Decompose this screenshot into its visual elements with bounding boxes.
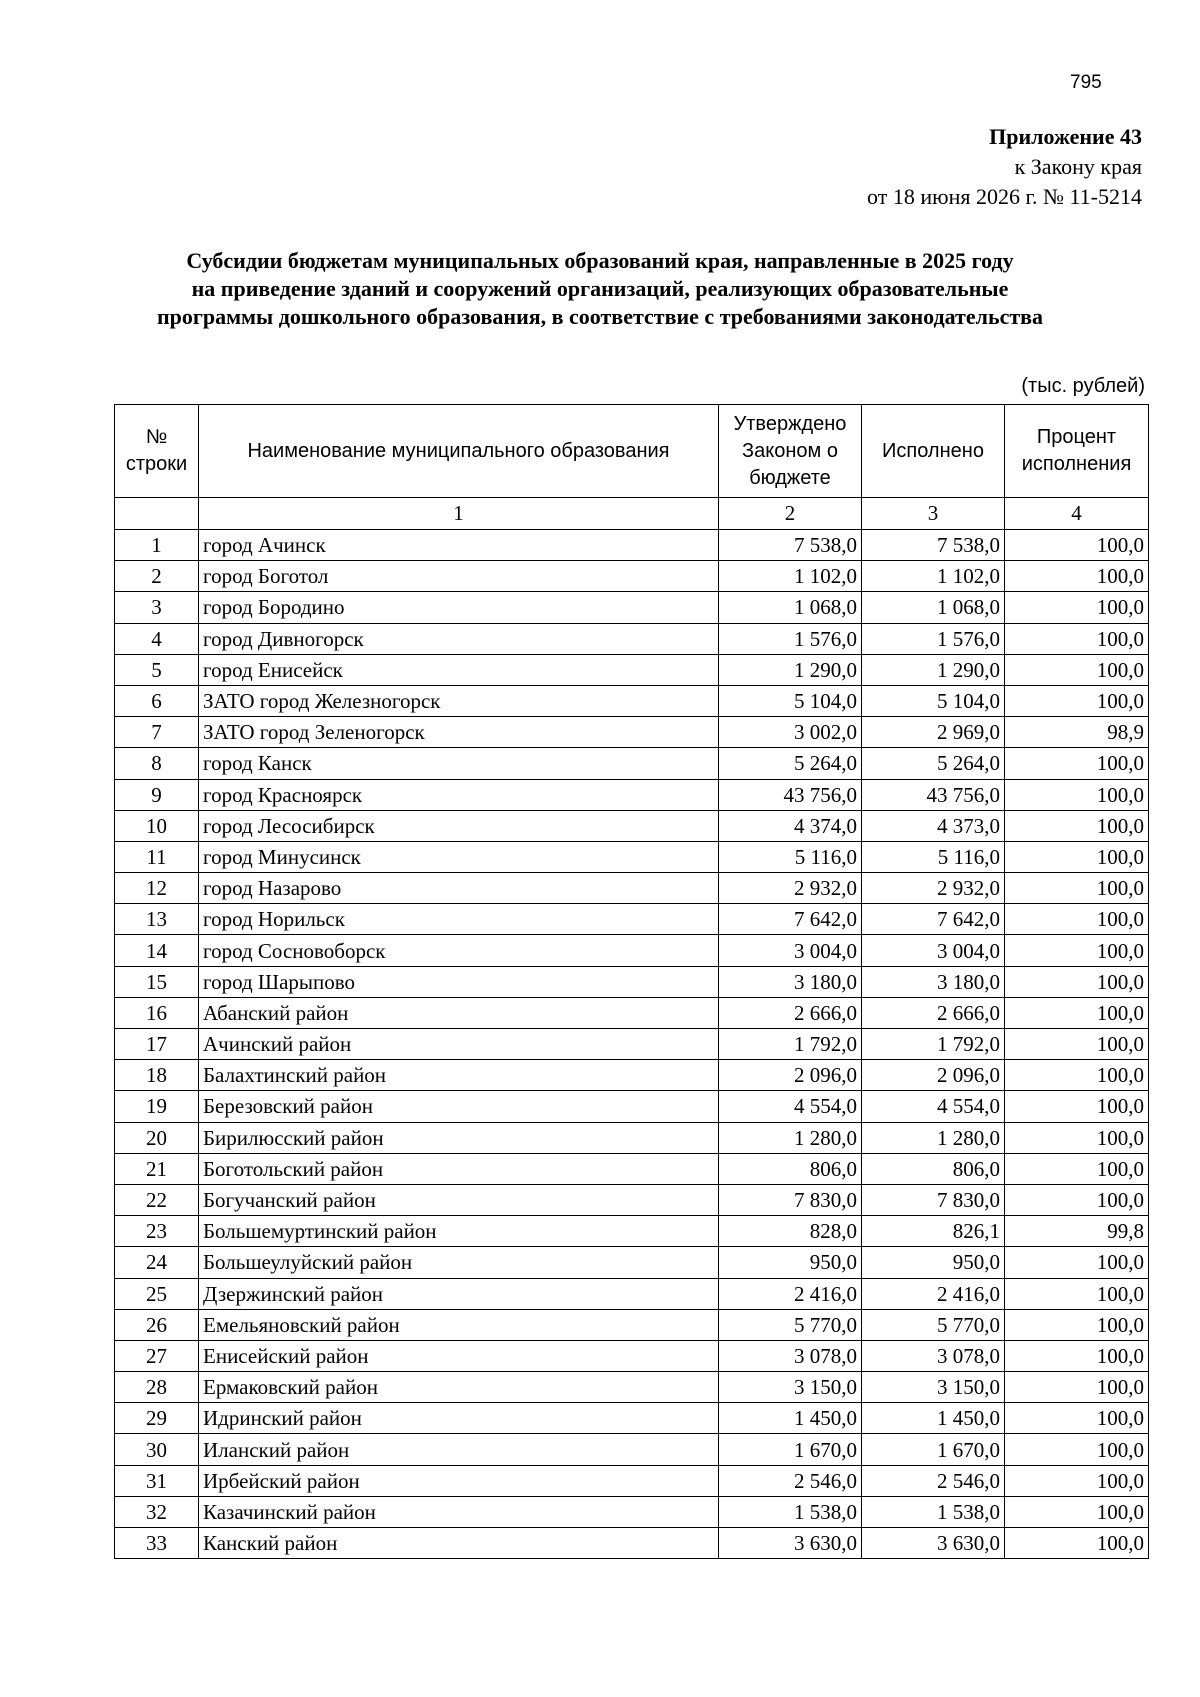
percent-cell: 100,0 bbox=[1005, 592, 1149, 623]
table-row bbox=[115, 966, 1149, 997]
table-row bbox=[115, 748, 1149, 779]
percent-cell: 100,0 bbox=[1005, 1309, 1149, 1340]
approved-amount-cell: 1 670,0 bbox=[719, 1434, 862, 1465]
executed-amount-cell: 3 078,0 bbox=[862, 1340, 1005, 1371]
approved-amount-cell: 3 150,0 bbox=[719, 1372, 862, 1403]
table-row bbox=[115, 997, 1149, 1028]
table-row bbox=[115, 654, 1149, 685]
executed-amount-cell: 5 104,0 bbox=[862, 685, 1005, 716]
executed-amount-cell: 1 670,0 bbox=[862, 1434, 1005, 1465]
table-row bbox=[115, 592, 1149, 623]
executed-amount-cell: 4 373,0 bbox=[862, 810, 1005, 841]
executed-amount-cell: 5 770,0 bbox=[862, 1309, 1005, 1340]
table-row bbox=[115, 904, 1149, 935]
table-row bbox=[115, 717, 1149, 748]
executed-amount-cell: 950,0 bbox=[862, 1247, 1005, 1278]
executed-amount-cell: 1 538,0 bbox=[862, 1496, 1005, 1527]
table-body bbox=[115, 530, 1149, 1559]
municipality-name-cell: город Бородино bbox=[199, 592, 719, 623]
row-number-cell: 24 bbox=[115, 1247, 199, 1278]
row-number-cell: 23 bbox=[115, 1216, 199, 1247]
row-number-cell: 21 bbox=[115, 1153, 199, 1184]
percent-cell: 100,0 bbox=[1005, 1278, 1149, 1309]
municipality-name-cell: город Лесосибирск bbox=[199, 810, 719, 841]
approved-amount-cell: 1 280,0 bbox=[719, 1122, 862, 1153]
row-number-cell: 27 bbox=[115, 1340, 199, 1371]
executed-amount-cell: 2 932,0 bbox=[862, 873, 1005, 904]
municipality-name-cell: город Шарыпово bbox=[199, 966, 719, 997]
subsidies-table bbox=[114, 404, 1149, 1559]
table-row bbox=[115, 1528, 1149, 1559]
table-row bbox=[115, 530, 1149, 561]
percent-cell: 100,0 bbox=[1005, 997, 1149, 1028]
approved-amount-cell: 1 068,0 bbox=[719, 592, 862, 623]
page-number: 795 bbox=[1070, 72, 1102, 93]
document-title-line-1: Субсидии бюджетам муниципальных образований края, направленные в 2025 году bbox=[186, 248, 1014, 273]
column-number-2: 2 bbox=[719, 498, 862, 530]
approved-amount-cell: 7 642,0 bbox=[719, 904, 862, 935]
row-number-cell: 33 bbox=[115, 1528, 199, 1559]
approved-amount-cell: 5 770,0 bbox=[719, 1309, 862, 1340]
column-number-3: 3 bbox=[862, 498, 1005, 530]
row-number-cell: 14 bbox=[115, 935, 199, 966]
approved-amount-cell: 7 830,0 bbox=[719, 1184, 862, 1215]
percent-cell: 100,0 bbox=[1005, 1528, 1149, 1559]
appendix-law-date: от 18 июня 2026 г. № 11-5214 bbox=[867, 184, 1142, 209]
row-number-cell: 8 bbox=[115, 748, 199, 779]
table-row bbox=[115, 935, 1149, 966]
municipality-name-cell: город Назарово bbox=[199, 873, 719, 904]
municipality-name-cell: город Канск bbox=[199, 748, 719, 779]
percent-cell: 100,0 bbox=[1005, 1465, 1149, 1496]
table-row bbox=[115, 810, 1149, 841]
approved-amount-cell: 7 538,0 bbox=[719, 530, 862, 561]
column-number-4: 4 bbox=[1005, 498, 1149, 530]
table-row bbox=[115, 561, 1149, 592]
executed-amount-cell: 3 180,0 bbox=[862, 966, 1005, 997]
approved-amount-cell: 5 264,0 bbox=[719, 748, 862, 779]
municipality-name-cell: Боготольский район bbox=[199, 1153, 719, 1184]
table-row bbox=[115, 1309, 1149, 1340]
executed-amount-cell: 806,0 bbox=[862, 1153, 1005, 1184]
municipality-name-cell: ЗАТО город Железногорск bbox=[199, 685, 719, 716]
executed-amount-cell: 826,1 bbox=[862, 1216, 1005, 1247]
executed-amount-cell: 7 830,0 bbox=[862, 1184, 1005, 1215]
approved-amount-cell: 43 756,0 bbox=[719, 779, 862, 810]
table-row bbox=[115, 1184, 1149, 1215]
municipality-name-cell: город Ачинск bbox=[199, 530, 719, 561]
municipality-name-cell: Абанский район bbox=[199, 997, 719, 1028]
table-row bbox=[115, 1372, 1149, 1403]
executed-amount-cell: 1 576,0 bbox=[862, 623, 1005, 654]
approved-amount-cell: 1 450,0 bbox=[719, 1403, 862, 1434]
row-number-cell: 19 bbox=[115, 1091, 199, 1122]
municipality-name-cell: Емельяновский район bbox=[199, 1309, 719, 1340]
executed-amount-cell: 1 102,0 bbox=[862, 561, 1005, 592]
municipality-name-cell: Богучанский район bbox=[199, 1184, 719, 1215]
executed-amount-cell: 7 538,0 bbox=[862, 530, 1005, 561]
percent-cell: 100,0 bbox=[1005, 1247, 1149, 1278]
table-row bbox=[115, 1403, 1149, 1434]
approved-amount-cell: 806,0 bbox=[719, 1153, 862, 1184]
executed-amount-cell: 1 792,0 bbox=[862, 1029, 1005, 1060]
document-title-line-3: программы дошкольного образования, в соответствие с требованиями законодательства bbox=[156, 304, 1044, 329]
executed-amount-cell: 3 630,0 bbox=[862, 1528, 1005, 1559]
row-number-cell: 32 bbox=[115, 1496, 199, 1527]
row-number-cell: 7 bbox=[115, 717, 199, 748]
executed-amount-cell: 4 554,0 bbox=[862, 1091, 1005, 1122]
executed-amount-cell: 2 096,0 bbox=[862, 1060, 1005, 1091]
percent-cell: 100,0 bbox=[1005, 1153, 1149, 1184]
document-title bbox=[100, 247, 1100, 331]
executed-amount-cell: 5 116,0 bbox=[862, 841, 1005, 872]
percent-cell: 100,0 bbox=[1005, 779, 1149, 810]
approved-amount-cell: 3 002,0 bbox=[719, 717, 862, 748]
percent-cell: 100,0 bbox=[1005, 1340, 1149, 1371]
table-row bbox=[115, 1340, 1149, 1371]
municipality-name-cell: Иланский район bbox=[199, 1434, 719, 1465]
units-label: (тыс. рублей) bbox=[1021, 375, 1145, 397]
percent-cell: 100,0 bbox=[1005, 561, 1149, 592]
percent-cell: 100,0 bbox=[1005, 654, 1149, 685]
executed-amount-cell: 2 546,0 bbox=[862, 1465, 1005, 1496]
row-number-cell: 20 bbox=[115, 1122, 199, 1153]
row-number-cell: 25 bbox=[115, 1278, 199, 1309]
percent-cell: 100,0 bbox=[1005, 1184, 1149, 1215]
executed-amount-cell: 1 280,0 bbox=[862, 1122, 1005, 1153]
approved-amount-cell: 2 932,0 bbox=[719, 873, 862, 904]
row-number-cell: 6 bbox=[115, 685, 199, 716]
municipality-name-cell: Бирилюсский район bbox=[199, 1122, 719, 1153]
municipality-name-cell: Березовский район bbox=[199, 1091, 719, 1122]
approved-amount-cell: 1 290,0 bbox=[719, 654, 862, 685]
municipality-name-cell: Ирбейский район bbox=[199, 1465, 719, 1496]
executed-amount-cell: 5 264,0 bbox=[862, 748, 1005, 779]
approved-amount-cell: 1 792,0 bbox=[719, 1029, 862, 1060]
table-row bbox=[115, 873, 1149, 904]
header-approved: Утверждено Законом о бюджете bbox=[719, 405, 862, 498]
approved-amount-cell: 3 078,0 bbox=[719, 1340, 862, 1371]
appendix-law-reference: к Закону края bbox=[1014, 154, 1142, 179]
table-row bbox=[115, 1029, 1149, 1060]
executed-amount-cell: 3 004,0 bbox=[862, 935, 1005, 966]
percent-cell: 100,0 bbox=[1005, 623, 1149, 654]
percent-cell: 100,0 bbox=[1005, 966, 1149, 997]
approved-amount-cell: 4 374,0 bbox=[719, 810, 862, 841]
row-number-cell: 15 bbox=[115, 966, 199, 997]
row-number-cell: 18 bbox=[115, 1060, 199, 1091]
percent-cell: 100,0 bbox=[1005, 904, 1149, 935]
percent-cell: 100,0 bbox=[1005, 841, 1149, 872]
table-row bbox=[115, 1496, 1149, 1527]
municipality-name-cell: город Красноярск bbox=[199, 779, 719, 810]
approved-amount-cell: 5 116,0 bbox=[719, 841, 862, 872]
table-row bbox=[115, 1247, 1149, 1278]
approved-amount-cell: 2 416,0 bbox=[719, 1278, 862, 1309]
table-row bbox=[115, 623, 1149, 654]
table-column-numbers-row bbox=[115, 498, 1149, 530]
document-title-line-2: на приведение зданий и сооружений организаций, реализующих образовательные bbox=[191, 276, 1009, 301]
table-row bbox=[115, 1278, 1149, 1309]
municipality-name-cell: город Боготол bbox=[199, 561, 719, 592]
approved-amount-cell: 3 630,0 bbox=[719, 1528, 862, 1559]
table-row bbox=[115, 1465, 1149, 1496]
municipality-name-cell: Идринский район bbox=[199, 1403, 719, 1434]
approved-amount-cell: 2 666,0 bbox=[719, 997, 862, 1028]
municipality-name-cell: город Енисейск bbox=[199, 654, 719, 685]
executed-amount-cell: 1 290,0 bbox=[862, 654, 1005, 685]
percent-cell: 100,0 bbox=[1005, 1029, 1149, 1060]
municipality-name-cell: город Минусинск bbox=[199, 841, 719, 872]
municipality-name-cell: город Норильск bbox=[199, 904, 719, 935]
executed-amount-cell: 2 416,0 bbox=[862, 1278, 1005, 1309]
percent-cell: 100,0 bbox=[1005, 1372, 1149, 1403]
municipality-name-cell: Ачинский район bbox=[199, 1029, 719, 1060]
municipality-name-cell: Казачинский район bbox=[199, 1496, 719, 1527]
executed-amount-cell: 2 666,0 bbox=[862, 997, 1005, 1028]
percent-cell: 100,0 bbox=[1005, 810, 1149, 841]
municipality-name-cell: город Сосновоборск bbox=[199, 935, 719, 966]
percent-cell: 100,0 bbox=[1005, 530, 1149, 561]
municipality-name-cell: Большемуртинский район bbox=[199, 1216, 719, 1247]
approved-amount-cell: 1 576,0 bbox=[719, 623, 862, 654]
row-number-cell: 9 bbox=[115, 779, 199, 810]
percent-cell: 99,8 bbox=[1005, 1216, 1149, 1247]
row-number-cell: 30 bbox=[115, 1434, 199, 1465]
approved-amount-cell: 3 004,0 bbox=[719, 935, 862, 966]
row-number-cell: 22 bbox=[115, 1184, 199, 1215]
header-row-number: № строки bbox=[115, 405, 199, 498]
approved-amount-cell: 828,0 bbox=[719, 1216, 862, 1247]
municipality-name-cell: Ермаковский район bbox=[199, 1372, 719, 1403]
municipality-name-cell: Енисейский район bbox=[199, 1340, 719, 1371]
percent-cell: 98,9 bbox=[1005, 717, 1149, 748]
approved-amount-cell: 2 096,0 bbox=[719, 1060, 862, 1091]
row-number-cell: 4 bbox=[115, 623, 199, 654]
percent-cell: 100,0 bbox=[1005, 1122, 1149, 1153]
municipality-name-cell: ЗАТО город Зеленогорск bbox=[199, 717, 719, 748]
row-number-cell: 29 bbox=[115, 1403, 199, 1434]
municipality-name-cell: город Дивногорск bbox=[199, 623, 719, 654]
column-number-1: 1 bbox=[199, 498, 719, 530]
row-number-cell: 10 bbox=[115, 810, 199, 841]
row-number-cell: 11 bbox=[115, 841, 199, 872]
percent-cell: 100,0 bbox=[1005, 1403, 1149, 1434]
approved-amount-cell: 5 104,0 bbox=[719, 685, 862, 716]
header-percent: Процент исполнения bbox=[1005, 405, 1149, 498]
appendix-title: Приложение 43 bbox=[989, 124, 1142, 149]
executed-amount-cell: 7 642,0 bbox=[862, 904, 1005, 935]
table-row bbox=[115, 841, 1149, 872]
approved-amount-cell: 2 546,0 bbox=[719, 1465, 862, 1496]
table-row bbox=[115, 1434, 1149, 1465]
percent-cell: 100,0 bbox=[1005, 748, 1149, 779]
municipality-name-cell: Большеулуйский район bbox=[199, 1247, 719, 1278]
row-number-cell: 26 bbox=[115, 1309, 199, 1340]
percent-cell: 100,0 bbox=[1005, 873, 1149, 904]
row-number-cell: 16 bbox=[115, 997, 199, 1028]
appendix-header bbox=[867, 122, 1142, 212]
executed-amount-cell: 3 150,0 bbox=[862, 1372, 1005, 1403]
executed-amount-cell: 1 450,0 bbox=[862, 1403, 1005, 1434]
table-row bbox=[115, 685, 1149, 716]
municipality-name-cell: Канский район bbox=[199, 1528, 719, 1559]
table-header-row bbox=[115, 405, 1149, 498]
row-number-cell: 31 bbox=[115, 1465, 199, 1496]
percent-cell: 100,0 bbox=[1005, 1060, 1149, 1091]
row-number-cell: 12 bbox=[115, 873, 199, 904]
executed-amount-cell: 43 756,0 bbox=[862, 779, 1005, 810]
table-row bbox=[115, 1216, 1149, 1247]
executed-amount-cell: 2 969,0 bbox=[862, 717, 1005, 748]
percent-cell: 100,0 bbox=[1005, 1091, 1149, 1122]
row-number-cell: 13 bbox=[115, 904, 199, 935]
header-municipality-name: Наименование муниципального образования bbox=[199, 405, 719, 498]
row-number-cell: 3 bbox=[115, 592, 199, 623]
row-number-cell: 5 bbox=[115, 654, 199, 685]
approved-amount-cell: 4 554,0 bbox=[719, 1091, 862, 1122]
approved-amount-cell: 1 538,0 bbox=[719, 1496, 862, 1527]
percent-cell: 100,0 bbox=[1005, 1434, 1149, 1465]
approved-amount-cell: 3 180,0 bbox=[719, 966, 862, 997]
row-number-cell: 28 bbox=[115, 1372, 199, 1403]
table-row bbox=[115, 779, 1149, 810]
municipality-name-cell: Дзержинский район bbox=[199, 1278, 719, 1309]
percent-cell: 100,0 bbox=[1005, 935, 1149, 966]
column-number-0 bbox=[115, 498, 199, 530]
row-number-cell: 17 bbox=[115, 1029, 199, 1060]
table-row bbox=[115, 1122, 1149, 1153]
row-number-cell: 2 bbox=[115, 561, 199, 592]
approved-amount-cell: 950,0 bbox=[719, 1247, 862, 1278]
row-number-cell: 1 bbox=[115, 530, 199, 561]
percent-cell: 100,0 bbox=[1005, 1496, 1149, 1527]
table-row bbox=[115, 1060, 1149, 1091]
table-row bbox=[115, 1091, 1149, 1122]
executed-amount-cell: 1 068,0 bbox=[862, 592, 1005, 623]
municipality-name-cell: Балахтинский район bbox=[199, 1060, 719, 1091]
approved-amount-cell: 1 102,0 bbox=[719, 561, 862, 592]
header-executed: Исполнено bbox=[862, 405, 1005, 498]
table-row bbox=[115, 1153, 1149, 1184]
percent-cell: 100,0 bbox=[1005, 685, 1149, 716]
